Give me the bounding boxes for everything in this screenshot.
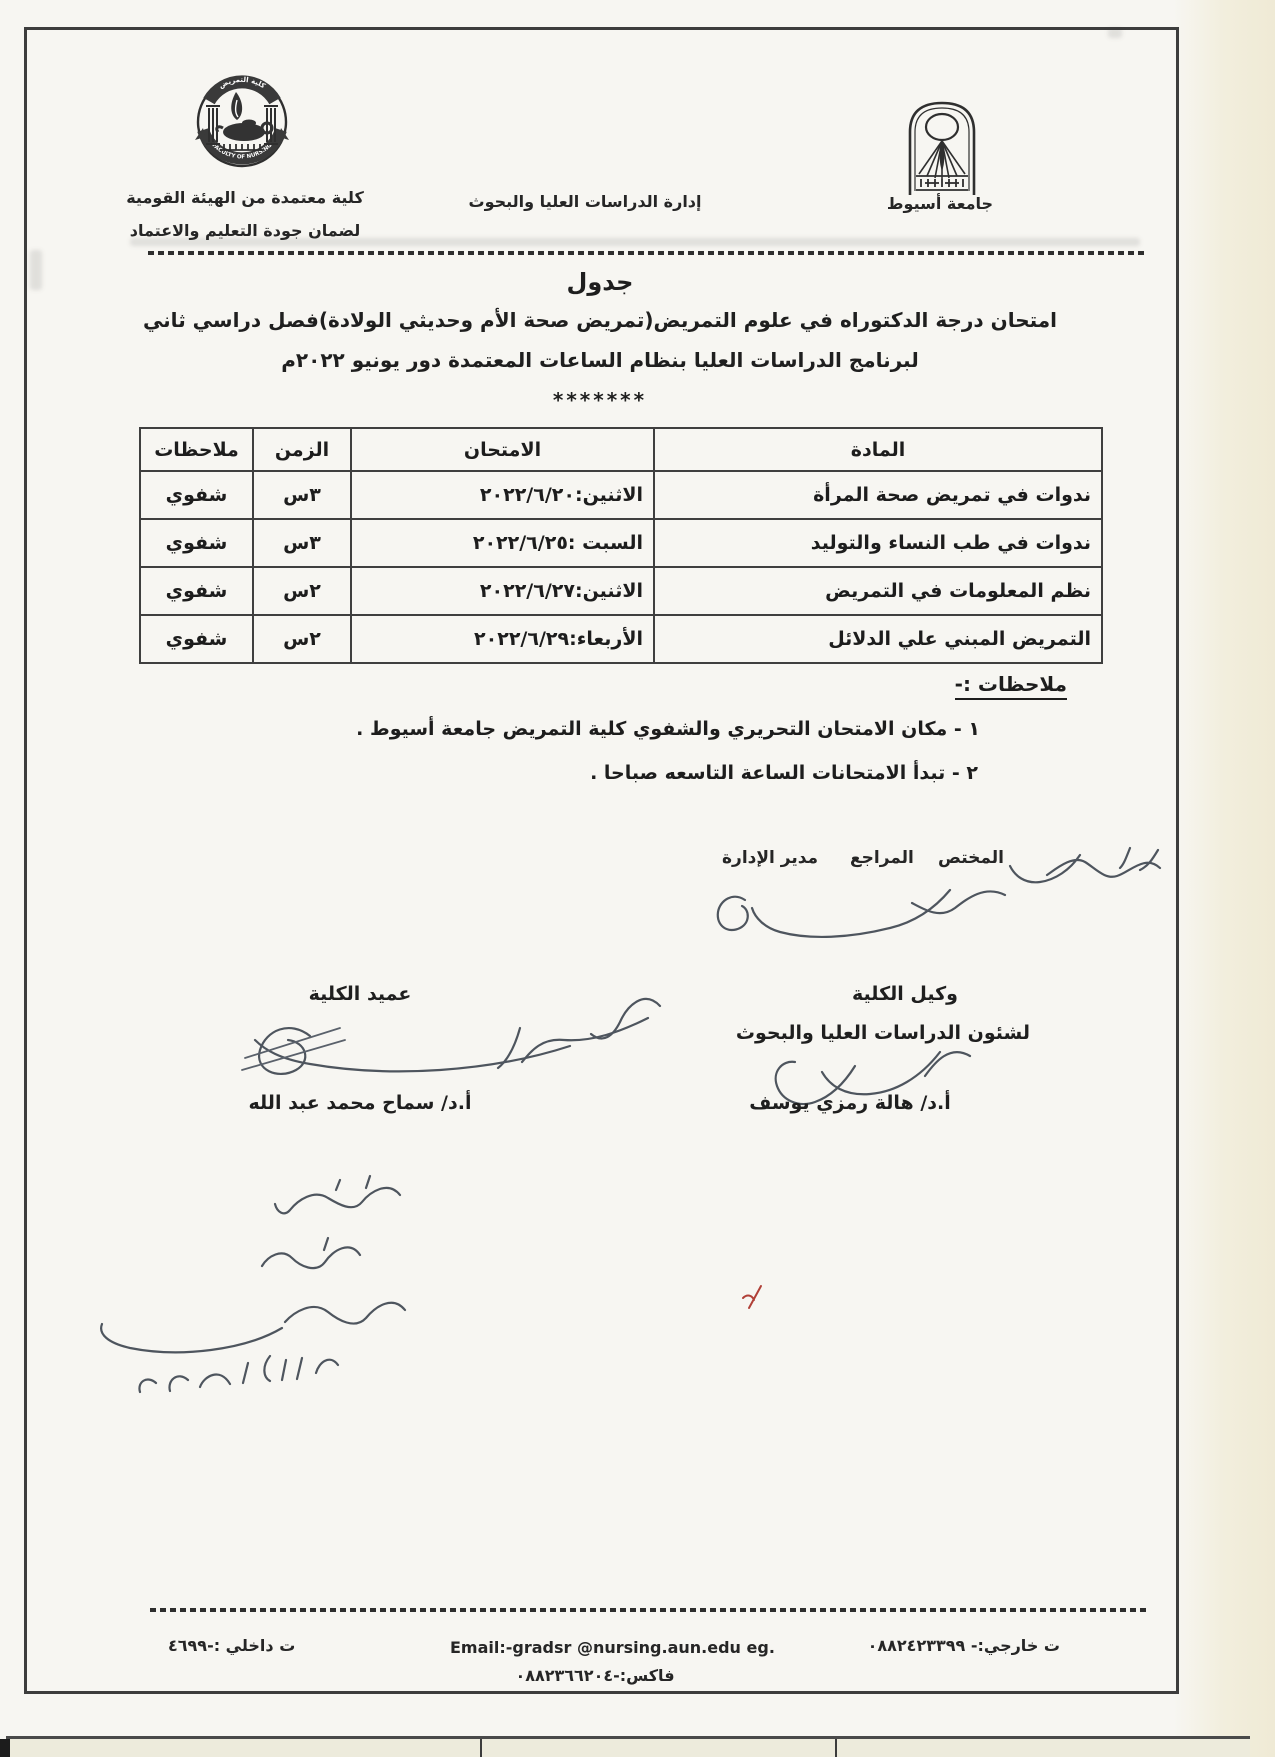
nursing-lamp-icon [217,92,272,141]
next-page-corner [0,1739,10,1757]
table-row [140,519,1102,567]
left-column [206,106,220,144]
vice-dean-name: أ.د/ هالة رمزي يوسف [749,1092,951,1114]
exam-title-line1: امتحان درجة الدكتوراه في علوم التمريض(تمريض صحة الأم وحديثي الولادة)فصل دراسي ثاني [142,308,1058,332]
logo-top-banner-text: كلية التمريض [217,75,267,91]
notes-heading: ملاحظات :- [955,672,1067,700]
col-header-time: الزمن [253,428,351,471]
external-phone: ت خارجي:- ٠٨٨٢٤٢٣٣٩٩ [867,1636,1060,1655]
scan-artifact [30,250,42,290]
subject-cell: نظم المعلومات في التمريض [654,567,1102,615]
fax-number: فاكس:-٠٨٨٢٣٦٦٢٠٤ [515,1666,675,1685]
col-header-exam: الامتحان [351,428,654,471]
header-divider [148,251,1146,255]
table-row [140,615,1102,663]
subject-cell: ندوات في تمريض صحة المرأة [654,471,1102,519]
admin-handwritten-signatures [700,830,1180,960]
vice-dean-title-line2: لشئون الدراسات العليا والبحوث [735,1022,1030,1044]
colonnade [220,144,264,150]
role-specialist-label: المختص [938,848,1004,868]
col-header-notes: ملاحظات [140,428,253,471]
time-cell: ٢س [253,615,351,663]
red-ink-mark [735,1278,775,1318]
exam-title-line2: لبرنامج الدراسات العليا بنظام الساعات المعتمدة دور يونيو ٢٠٢٢م [281,348,919,372]
dean-title: عميد الكلية [308,983,412,1005]
note-cell: شفوي [140,615,253,663]
dean-signature [220,988,670,1093]
assiut-university-logo [905,98,979,198]
note-item-2: ٢ - تبدأ الامتحانات الساعة التاسعه صباحا . [590,762,978,784]
table-row [140,567,1102,615]
table-row [140,471,1102,519]
note-cell: شفوي [140,567,253,615]
note-cell: شفوي [140,471,253,519]
role-director-label: مدير الإدارة [722,848,819,868]
university-name-label: جامعة أسيوط [886,194,994,213]
next-page-divider [480,1739,482,1757]
graduate-studies-admin-label: إدارة الدراسات العليا والبحوث [468,192,702,211]
handwritten-note [70,1160,450,1400]
internal-phone: ت داخلي :-٤٦٩٩ [168,1636,296,1655]
accreditation-line2: لضمان جودة التعليم والاعتماد [129,221,361,240]
stars-separator: ******* [552,388,648,412]
note-cell: شفوي [140,519,253,567]
note-item-1: ١ - مكان الامتحان التحريري والشفوي كلية التمريض جامعة أسيوط . [356,718,980,740]
email-address[interactable]: Email:-gradsr @nursing.aun.edu eg. [450,1638,775,1657]
footer-divider [150,1608,1146,1612]
table-header-row [140,428,1102,471]
subject-cell: التمريض المبني علي الدلائل [654,615,1102,663]
logo-bottom-banner-text: FACULTY OF NURSING [210,142,274,161]
subject-cell: ندوات في طب النساء والتوليد [654,519,1102,567]
col-header-subject: المادة [654,428,1102,471]
exam-schedule-table [139,427,1103,664]
exam-date-cell: الأربعاء:٢٠٢٢/٦/٢٩ [351,615,654,663]
next-page-fragment [6,1739,1250,1757]
exam-date-cell: السبت :٢٠٢٢/٦/٢٥ [351,519,654,567]
scan-artifact [1108,28,1122,38]
next-page-divider [835,1739,837,1757]
exam-date-cell: الاثنين:٢٠٢٢/٦/٢٠ [351,471,654,519]
accreditation-line1: كلية معتمدة من الهيئة القومية [126,188,364,207]
exam-date-cell: الاثنين:٢٠٢٢/٦/٢٧ [351,567,654,615]
dean-name: أ.د/ سماح محمد عبد الله [248,1092,472,1114]
time-cell: ٣س [253,471,351,519]
document-title: جدول [566,268,634,296]
time-cell: ٢س [253,567,351,615]
scan-smudge [130,238,1140,246]
role-reviewer-label: المراجع [850,848,914,868]
time-cell: ٣س [253,519,351,567]
faculty-of-nursing-logo [194,66,290,190]
vice-dean-title-line1: وكيل الكلية [852,983,958,1005]
